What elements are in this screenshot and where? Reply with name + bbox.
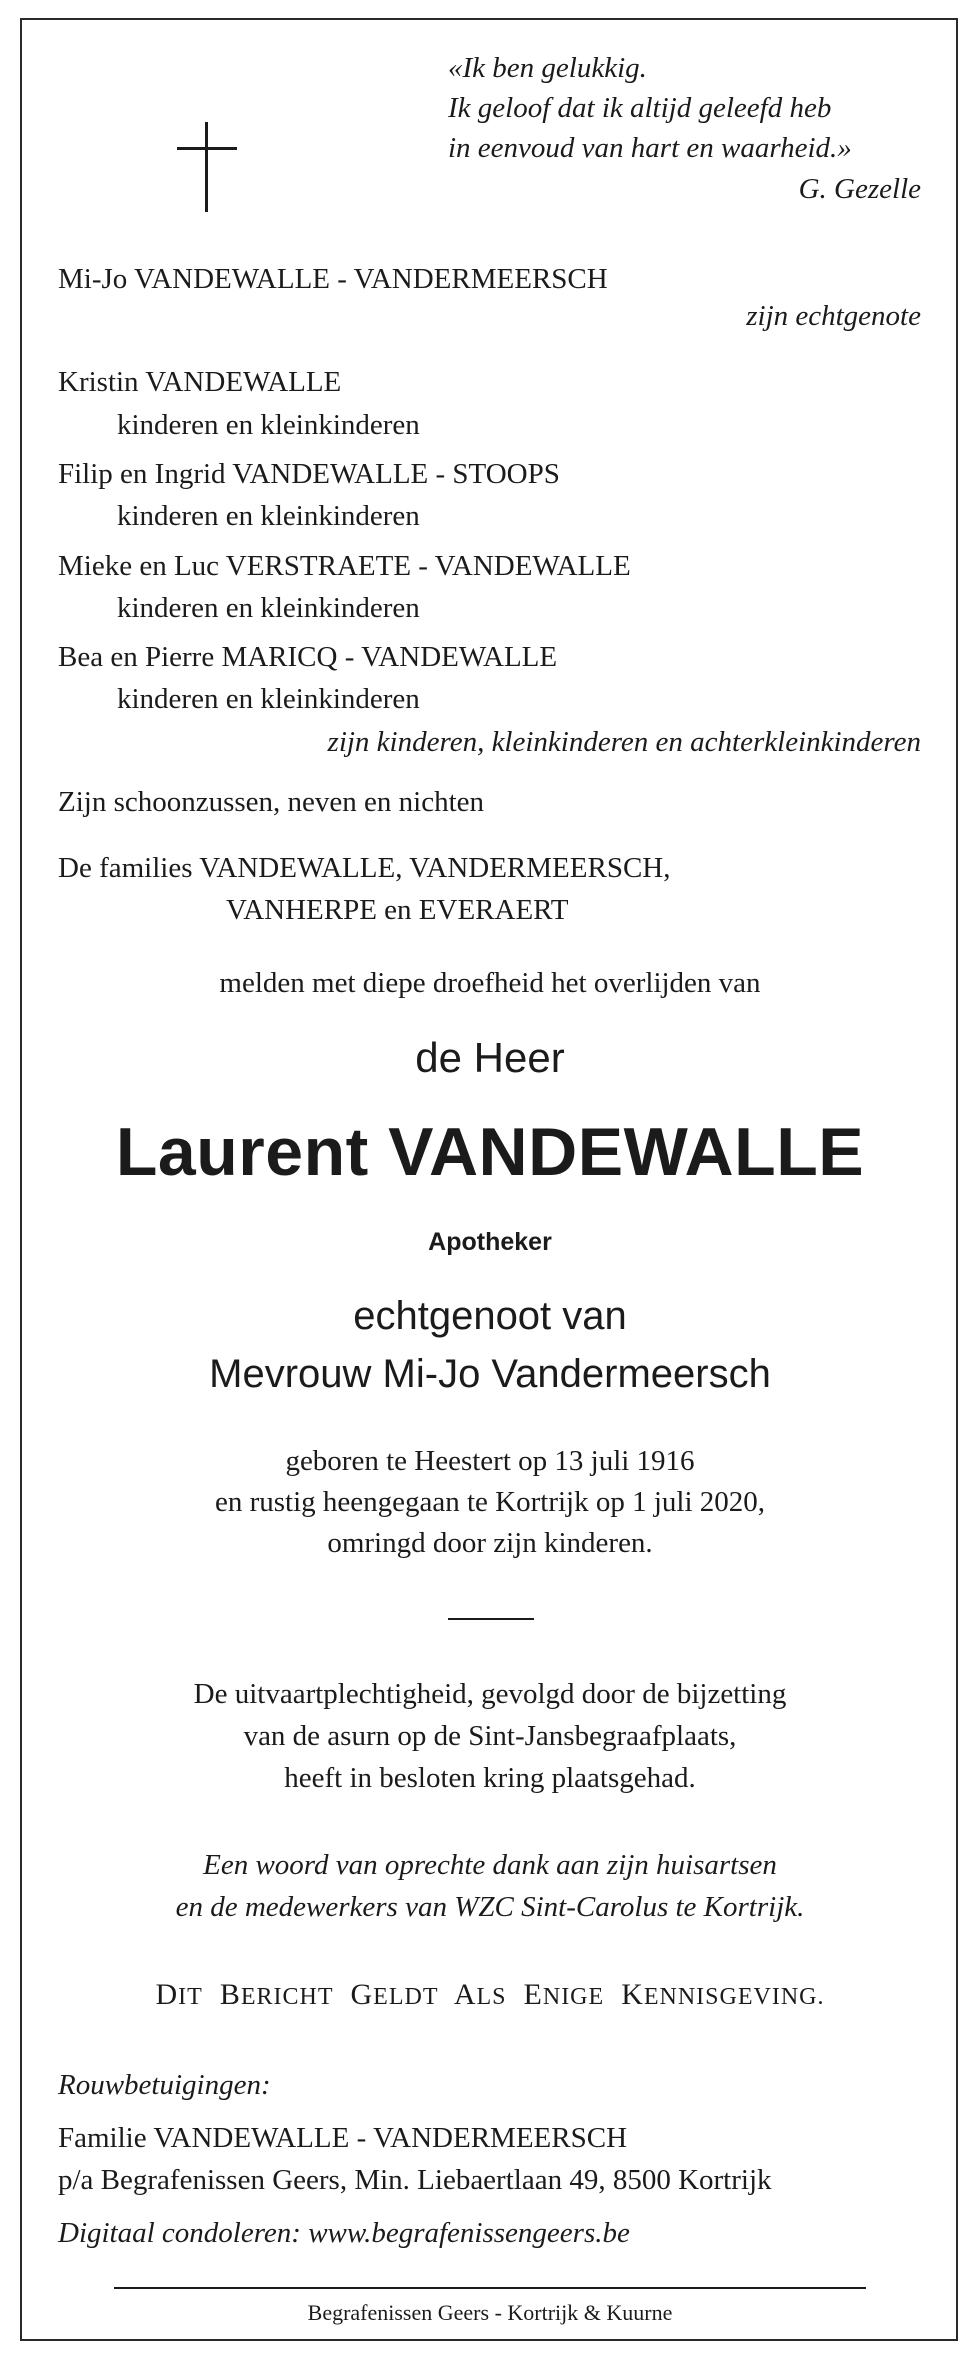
dates-line-3: omringd door zijn kinderen.	[327, 1527, 653, 1559]
inlaws-line: Zijn schoonzussen, neven en nichten	[58, 786, 485, 818]
condolences-online-link[interactable]: Digitaal condoleren: www.begrafenissengeers.be	[58, 2217, 630, 2249]
quote-line-1: «Ik ben gelukkig.	[448, 52, 647, 84]
notice-line: DIT BERICHT GELDT ALS ENIGE KENNISGEVING.	[155, 1978, 825, 2011]
condolences-family: Familie VANDEWALLE - VANDERMEERSCH	[58, 2122, 628, 2154]
condolences-address: p/a Begrafenissen Geers, Min. Liebaertlaan 49, 8500 Kortrijk	[58, 2164, 772, 2196]
quote-line-2: Ik geloof dat ik altijd geleefd heb	[448, 92, 832, 124]
children-role: zijn kinderen, kleinkinderen en achterkleinkinderen	[327, 726, 921, 758]
child-name-4: Bea en Pierre MARICQ - VANDEWALLE	[58, 641, 558, 673]
funeral-line-3: heeft in besloten kring plaatsgehad.	[284, 1762, 696, 1794]
thanks-line-2: en de medewerkers van WZC Sint-Carolus te Kortrijk.	[175, 1891, 805, 1923]
spouse-name: Mi-Jo VANDEWALLE - VANDERMEERSCH	[58, 263, 608, 295]
child-sub-3: kinderen en kleinkinderen	[117, 592, 420, 624]
deceased-name: Laurent VANDEWALLE	[115, 1114, 865, 1190]
child-sub-4: kinderen en kleinkinderen	[117, 683, 420, 715]
families-line-1: De families VANDEWALLE, VANDERMEERSCH,	[58, 852, 671, 884]
title-de-heer: de Heer	[415, 1034, 565, 1081]
dates-line-2: en rustig heengegaan te Kortrijk op 1 juli 2020,	[214, 1486, 766, 1518]
quote-author: G. Gezelle	[798, 173, 921, 205]
child-sub-2: kinderen en kleinkinderen	[117, 500, 420, 532]
profession: Apotheker	[428, 1228, 552, 1256]
footer-funeral-home: Begrafenissen Geers - Kortrijk & Kuurne	[307, 2300, 673, 2325]
child-sub-1: kinderen en kleinkinderen	[117, 409, 420, 441]
quote-line-3: in eenvoud van hart en waarheid.»	[448, 132, 852, 164]
spouse-of-line-1: echtgenoot van	[353, 1294, 627, 1338]
spouse-role: zijn echtgenote	[746, 300, 921, 332]
families-line-2: VANHERPE en EVERAERT	[226, 894, 569, 926]
condolences-heading: Rouwbetuigingen:	[58, 2069, 271, 2101]
child-name-1: Kristin VANDEWALLE	[58, 366, 342, 398]
footer-rule	[114, 2287, 866, 2289]
announce-line: melden met diepe droefheid het overlijden van	[219, 967, 761, 999]
child-name-3: Mieke en Luc VERSTRAETE - VANDEWALLE	[58, 550, 631, 582]
funeral-line-1: De uitvaartplechtigheid, gevolgd door de bijzetting	[193, 1678, 787, 1710]
spouse-of-line-2: Mevrouw Mi-Jo Vandermeersch	[209, 1352, 771, 1396]
dates-line-1: geboren te Heestert op 13 juli 1916	[285, 1445, 695, 1477]
separator-rule	[448, 1618, 534, 1620]
funeral-line-2: van de asurn op de Sint-Jansbegraafplaats,	[243, 1720, 737, 1752]
child-name-2: Filip en Ingrid VANDEWALLE - STOOPS	[58, 458, 560, 490]
thanks-line-1: Een woord van oprechte dank aan zijn huisartsen	[203, 1849, 777, 1881]
